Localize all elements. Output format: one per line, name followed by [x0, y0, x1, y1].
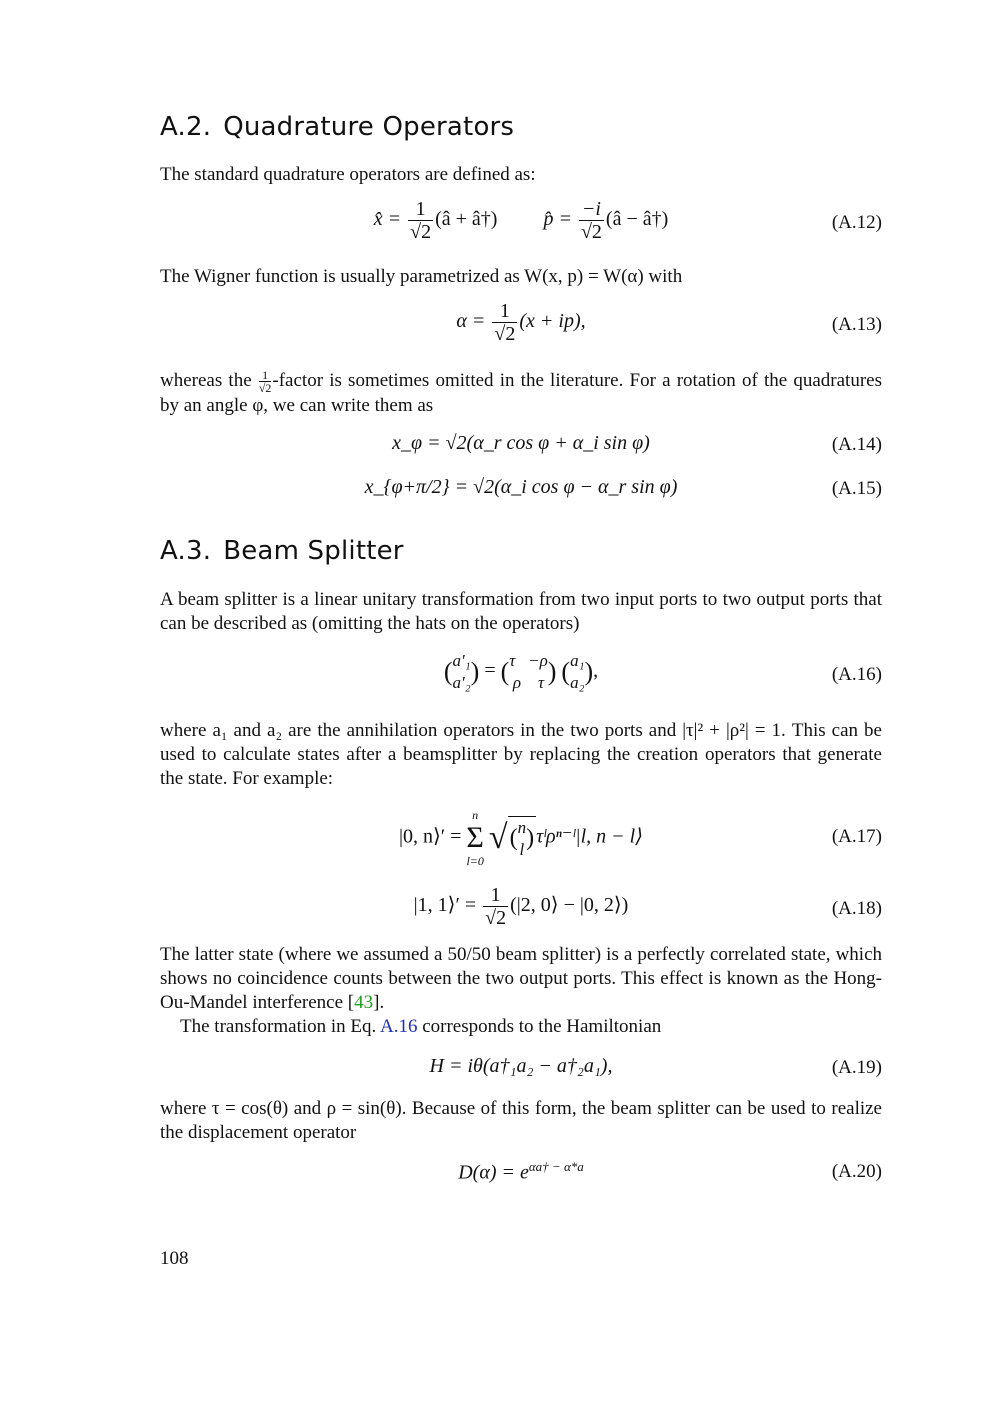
paren-close: ) [547, 657, 557, 686]
section-heading-beam-splitter [160, 536, 404, 566]
paragraph-text: -factor is sometimes omitted in the literature. For a rotation of the quadratures by an angle φ, we can write them as [160, 370, 882, 417]
citation-link[interactable]: 43 [354, 992, 374, 1013]
paren-close: ) [470, 657, 480, 686]
eq-rhs: (â + â†) [435, 208, 498, 231]
paragraph-text: The latter state (where we assumed a 50/50 beam splitter) is a perfectly correlated state, which shows no coincidence counts between the two output ports. This effect is known as the Hong-Ou-Mandel interference [ [160, 944, 882, 1013]
eq-lhs: x̂ = [373, 208, 402, 231]
eq-body: x_{φ+π/2} = √2(α_i cos φ − α_r sin φ) [364, 476, 678, 498]
inline-fraction: $\frac{1}{√2}$ [258, 368, 272, 396]
equation-number: (A.15) [831, 478, 882, 499]
equation-a17 [160, 808, 882, 870]
sqrt-body: ( n l ) [509, 817, 535, 859]
paren-open: ( [443, 657, 453, 686]
paragraph-text: whereas the [160, 370, 252, 391]
eq-rhs: (|2, 0⟩ − |0, 2⟩) [510, 894, 629, 917]
equals-sign: = [484, 659, 496, 682]
eq-body: H = iθ(a†₁a₂ − a†₂a₁), [429, 1055, 613, 1077]
equation-a20 [160, 1159, 882, 1209]
fraction: $\frac{1}{√2}$ [410, 198, 432, 243]
vector-lhs: a′₁ a′₂ [452, 651, 471, 692]
eq-lhs: D(α) = e [458, 1161, 529, 1184]
paragraph: where τ = cos(θ) and ρ = sin(θ). Because of this form, the beam splitter can be used to realize the displacement operator [160, 1098, 882, 1143]
eq-lhs: |0, n⟩′ = [398, 825, 462, 848]
paren-open: ( [500, 657, 510, 686]
section-heading-quadrature [160, 112, 514, 142]
matrix: τ −ρ ρ τ [509, 651, 548, 692]
section-number: A.3. [160, 536, 212, 566]
eq-body: x_φ = √2(α_r cos φ + α_i sin φ) [392, 432, 650, 454]
eq-lhs: |1, 1⟩′ = [413, 894, 477, 917]
equation-number: (A.20) [831, 1161, 882, 1182]
paragraph [160, 943, 882, 1015]
equation-number: (A.14) [831, 434, 882, 455]
fraction: $\frac{1}{√2}$ [494, 300, 516, 345]
equation-number: (A.18) [831, 898, 882, 919]
equation-a14 [160, 432, 882, 482]
equation-number: (A.12) [831, 212, 882, 233]
equation-a16 [160, 650, 882, 706]
equation-a13 [160, 300, 882, 350]
equation-number: (A.17) [831, 826, 882, 847]
page-number: 108 [160, 1248, 189, 1269]
eq-rhs: (x + ip), [519, 310, 586, 333]
vector-rhs: a₁ a₂ [570, 651, 585, 692]
paragraph: The Wigner function is usually parametrized as W(x, p) = W(α) with [160, 266, 683, 287]
equation-a15 [160, 476, 882, 526]
eq-lhs: p̂ = [543, 208, 572, 231]
eq-rhs: τˡρⁿ⁻ˡ|l, n − l⟩ [536, 825, 644, 848]
paren-close: ) [584, 657, 594, 686]
eq-rhs: (â − â†) [605, 208, 669, 231]
paragraph: The standard quadrature operators are defined as: [160, 164, 536, 185]
sum-operator: n Σ l=0 [466, 808, 484, 868]
equation-a12 [160, 198, 882, 248]
equation-a18 [160, 884, 882, 934]
fraction: $\frac{-i}{√2}$ [580, 198, 602, 243]
section-number: A.2. [160, 112, 212, 142]
eq-lhs: α = [456, 310, 486, 333]
paren-open: ( [561, 657, 571, 686]
paragraph [160, 1015, 882, 1039]
section-title: Quadrature Operators [223, 112, 515, 142]
eq-exponent: αa† − α*a [528, 1159, 584, 1174]
paragraph-text: corresponds to the Hamiltonian [422, 1016, 662, 1037]
sqrt-sign: √ [488, 819, 508, 856]
equation-ref-link[interactable]: A.16 [379, 1016, 418, 1037]
paragraph-text: The transformation in Eq. [180, 1016, 377, 1037]
paragraph [160, 369, 882, 418]
paragraph-text: ]. [373, 992, 385, 1013]
fraction: $\frac{1}{√2}$ [485, 884, 507, 929]
equation-number: (A.19) [831, 1057, 882, 1078]
equation-number: (A.13) [831, 314, 882, 335]
comma: , [593, 659, 599, 682]
equation-number: (A.16) [831, 664, 882, 685]
paragraph: where a₁ and a₂ are the annihilation operators in the two ports and |τ|² + |ρ²| = 1. This can be used to calculate states after a beamsplitter by replacing the creation operators that generate the state. For example: [160, 720, 882, 789]
paragraph: A beam splitter is a linear unitary transformation from two input ports to two output ports that can be described as (omitting the hats on the operators) [160, 589, 882, 634]
section-title: Beam Splitter [223, 536, 404, 566]
